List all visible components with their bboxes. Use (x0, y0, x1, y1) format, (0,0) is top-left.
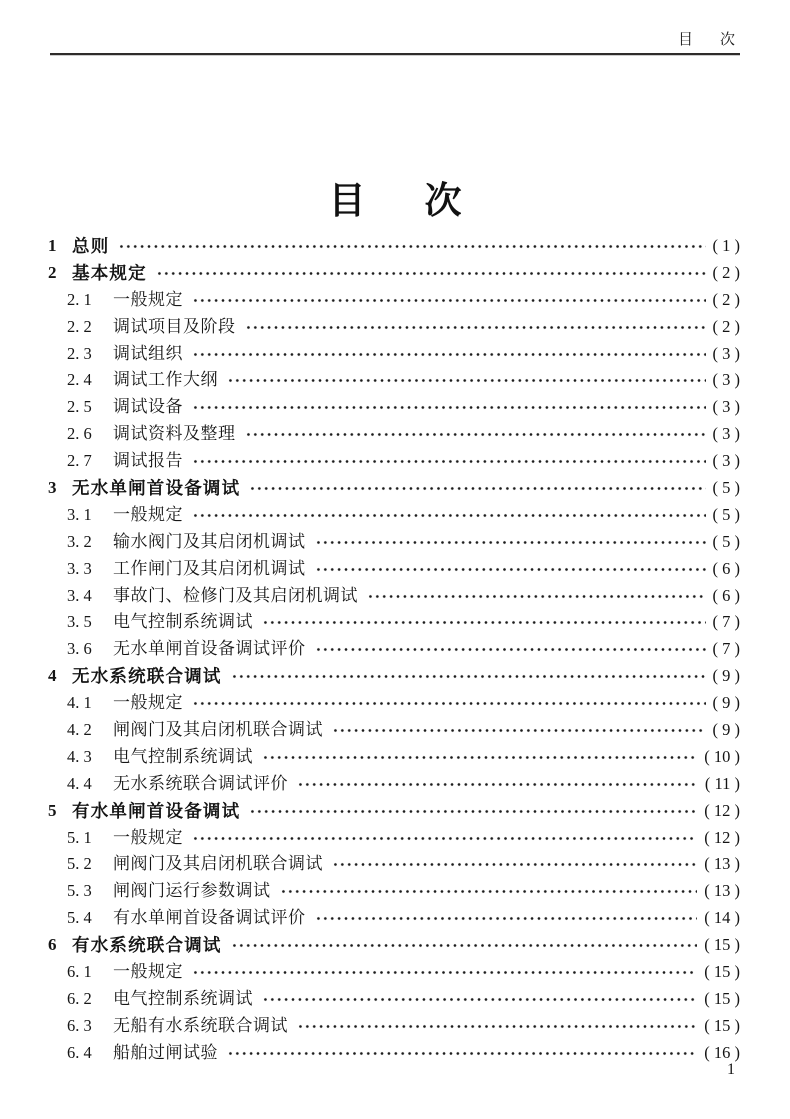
dot-leader (231, 663, 706, 690)
page-number: ( 6 ) (712, 585, 740, 605)
toc-entry (48, 233, 740, 260)
section-number: 5. 4 (67, 908, 92, 928)
page-number: ( 13 ) (704, 854, 740, 874)
toc-entry (48, 475, 740, 502)
section-number: 4. 1 (67, 693, 92, 713)
section-number: 3. 4 (67, 585, 92, 605)
section-number: 5 (48, 800, 57, 820)
page-number: ( 3 ) (712, 424, 740, 444)
toc-entry (48, 905, 740, 932)
toc-entry (48, 556, 740, 583)
toc-entry (48, 341, 740, 368)
toc-entry (48, 825, 740, 852)
section-title: 总则 (72, 236, 110, 256)
dot-leader (245, 314, 706, 341)
section-number: 2. 1 (67, 289, 92, 309)
section-title: 调试资料及整理 (113, 424, 236, 444)
section-title: 电气控制系统调试 (113, 612, 253, 632)
section-number: 2. 3 (67, 343, 92, 363)
dot-leader (367, 583, 706, 610)
section-title: 一般规定 (113, 289, 183, 309)
page-number: ( 15 ) (704, 935, 740, 955)
page-number: ( 14 ) (704, 908, 740, 928)
section-title: 电气控制系统调试 (113, 746, 253, 766)
toc-entry (48, 932, 740, 959)
section-title: 一般规定 (113, 693, 183, 713)
section-title: 调试设备 (113, 397, 183, 417)
section-title: 调试工作大纲 (113, 370, 218, 390)
section-number: 4. 3 (67, 746, 92, 766)
toc-entry (48, 448, 740, 475)
section-title: 无水单闸首设备调试 (72, 478, 241, 499)
section-title: 基本规定 (72, 262, 147, 283)
dot-leader (315, 556, 706, 583)
toc-entry (48, 986, 740, 1013)
dot-leader (315, 905, 698, 932)
section-title: 无水系统联合调试评价 (113, 773, 288, 793)
section-number: 2. 2 (67, 316, 92, 336)
section-title: 船舶过闸试验 (113, 1042, 218, 1062)
dot-leader (192, 690, 706, 717)
toc-entry (48, 851, 740, 878)
page-title-container (0, 170, 790, 224)
section-number: 4. 4 (67, 773, 92, 793)
toc-entry (48, 744, 740, 771)
dot-leader (192, 287, 706, 314)
section-title: 调试组织 (113, 343, 183, 363)
section-number: 2. 6 (67, 424, 92, 444)
toc-entry (48, 1013, 740, 1040)
page-title: 目次 (328, 181, 521, 222)
toc-entry (48, 583, 740, 610)
toc-entry (48, 260, 740, 287)
toc-entry (48, 636, 740, 663)
page-number: ( 6 ) (712, 558, 740, 578)
section-title: 无船有水系统联合调试 (113, 1015, 288, 1035)
section-number: 6 (48, 935, 57, 955)
page-number: ( 9 ) (712, 693, 740, 713)
section-number: 6. 4 (67, 1042, 92, 1062)
section-number: 6. 2 (67, 988, 92, 1008)
page-number: ( 7 ) (712, 639, 740, 659)
section-number: 4 (48, 666, 57, 686)
dot-leader (227, 1040, 697, 1067)
toc-entry (48, 690, 740, 717)
page-number: ( 9 ) (712, 666, 740, 686)
page-number: ( 7 ) (712, 612, 740, 632)
page-number: ( 3 ) (712, 451, 740, 471)
toc-entry (48, 878, 740, 905)
section-title: 闸阀门及其启闭机联合调试 (113, 720, 323, 740)
dot-leader (315, 636, 706, 663)
section-number: 3. 1 (67, 504, 92, 524)
dot-leader (262, 744, 697, 771)
section-number: 3. 6 (67, 639, 92, 659)
folio-page-number: 1 (727, 1061, 735, 1078)
toc-entry (48, 367, 740, 394)
section-number: 5. 1 (67, 827, 92, 847)
header-rule (50, 53, 740, 55)
dot-leader (118, 233, 705, 260)
page-number: ( 15 ) (704, 962, 740, 982)
section-title: 一般规定 (113, 962, 183, 982)
section-number: 3. 2 (67, 531, 92, 551)
dot-leader (192, 341, 706, 368)
toc-entry (48, 1040, 740, 1067)
dot-leader (245, 421, 706, 448)
page-number: ( 5 ) (712, 478, 740, 498)
section-number: 3 (48, 478, 57, 498)
toc-entry (48, 663, 740, 690)
page-number: ( 16 ) (704, 1042, 740, 1062)
section-title: 无水单闸首设备调试评价 (113, 639, 306, 659)
section-title: 一般规定 (113, 827, 183, 847)
dot-leader (249, 475, 705, 502)
dot-leader (227, 367, 706, 394)
page-number: ( 15 ) (704, 988, 740, 1008)
page-number: ( 12 ) (704, 827, 740, 847)
section-number: 6. 1 (67, 962, 92, 982)
page-number: ( 5 ) (712, 504, 740, 524)
toc-entry (48, 529, 740, 556)
toc-entry (48, 394, 740, 421)
dot-leader (192, 448, 706, 475)
dot-leader (262, 609, 706, 636)
section-title: 一般规定 (113, 504, 183, 524)
section-title: 调试报告 (113, 451, 183, 471)
section-number: 1 (48, 236, 57, 255)
dot-leader (315, 529, 706, 556)
section-number: 3. 5 (67, 612, 92, 632)
section-title: 有水系统联合调试 (72, 935, 222, 956)
section-number: 2. 7 (67, 451, 92, 471)
section-title: 事故门、检修门及其启闭机调试 (113, 585, 358, 605)
toc-entry (48, 314, 740, 341)
section-number: 6. 3 (67, 1015, 92, 1035)
section-title: 无水系统联合调试 (72, 666, 222, 687)
toc-entry (48, 717, 740, 744)
page-number: ( 2 ) (712, 262, 740, 282)
toc-entry (48, 502, 740, 529)
dot-leader (297, 1013, 697, 1040)
section-number: 2. 4 (67, 370, 92, 390)
page-number: ( 3 ) (712, 397, 740, 417)
section-number: 2 (48, 262, 57, 282)
dot-leader (249, 798, 697, 825)
section-number: 5. 3 (67, 881, 92, 901)
page-number: ( 2 ) (712, 316, 740, 336)
toc-entry (48, 771, 740, 798)
dot-leader (231, 932, 698, 959)
dot-leader (192, 825, 697, 852)
section-number: 3. 3 (67, 558, 92, 578)
page-number: ( 9 ) (712, 720, 740, 740)
dot-leader (192, 394, 706, 421)
section-title: 输水阀门及其启闭机调试 (113, 531, 306, 551)
dot-leader (297, 771, 698, 798)
section-title: 工作闸门及其启闭机调试 (113, 558, 306, 578)
page-number: ( 12 ) (704, 800, 740, 820)
toc-list (48, 233, 740, 1067)
toc-entry (48, 421, 740, 448)
page-number: ( 3 ) (712, 370, 740, 390)
page-number: ( 10 ) (704, 746, 740, 766)
page-number: ( 15 ) (704, 1015, 740, 1035)
dot-leader (192, 959, 697, 986)
dot-leader (332, 851, 697, 878)
page-number: ( 11 ) (704, 773, 740, 793)
dot-leader (332, 717, 706, 744)
toc-entry (48, 959, 740, 986)
section-number: 2. 5 (67, 397, 92, 417)
section-title: 闸阀门及其启闭机联合调试 (113, 854, 323, 874)
page-number: ( 3 ) (712, 343, 740, 363)
section-number: 4. 2 (67, 720, 92, 740)
dot-leader (192, 502, 706, 529)
toc-entry (48, 609, 740, 636)
page-number: ( 13 ) (704, 881, 740, 901)
section-title: 有水单闸首设备调试 (72, 800, 241, 821)
dot-leader (156, 260, 706, 287)
running-head-title: 目次 (677, 32, 762, 48)
page-number: ( 5 ) (712, 531, 740, 551)
page-number: ( 1 ) (712, 236, 740, 255)
page-number: ( 2 ) (712, 289, 740, 309)
toc-entry (48, 287, 740, 314)
section-number: 5. 2 (67, 854, 92, 874)
dot-leader (262, 986, 697, 1013)
toc-entry (48, 798, 740, 825)
section-title: 调试项目及阶段 (113, 316, 236, 336)
section-title: 有水单闸首设备调试评价 (113, 908, 306, 928)
dot-leader (280, 878, 698, 905)
section-title: 电气控制系统调试 (113, 988, 253, 1008)
section-title: 闸阀门运行参数调试 (113, 881, 271, 901)
